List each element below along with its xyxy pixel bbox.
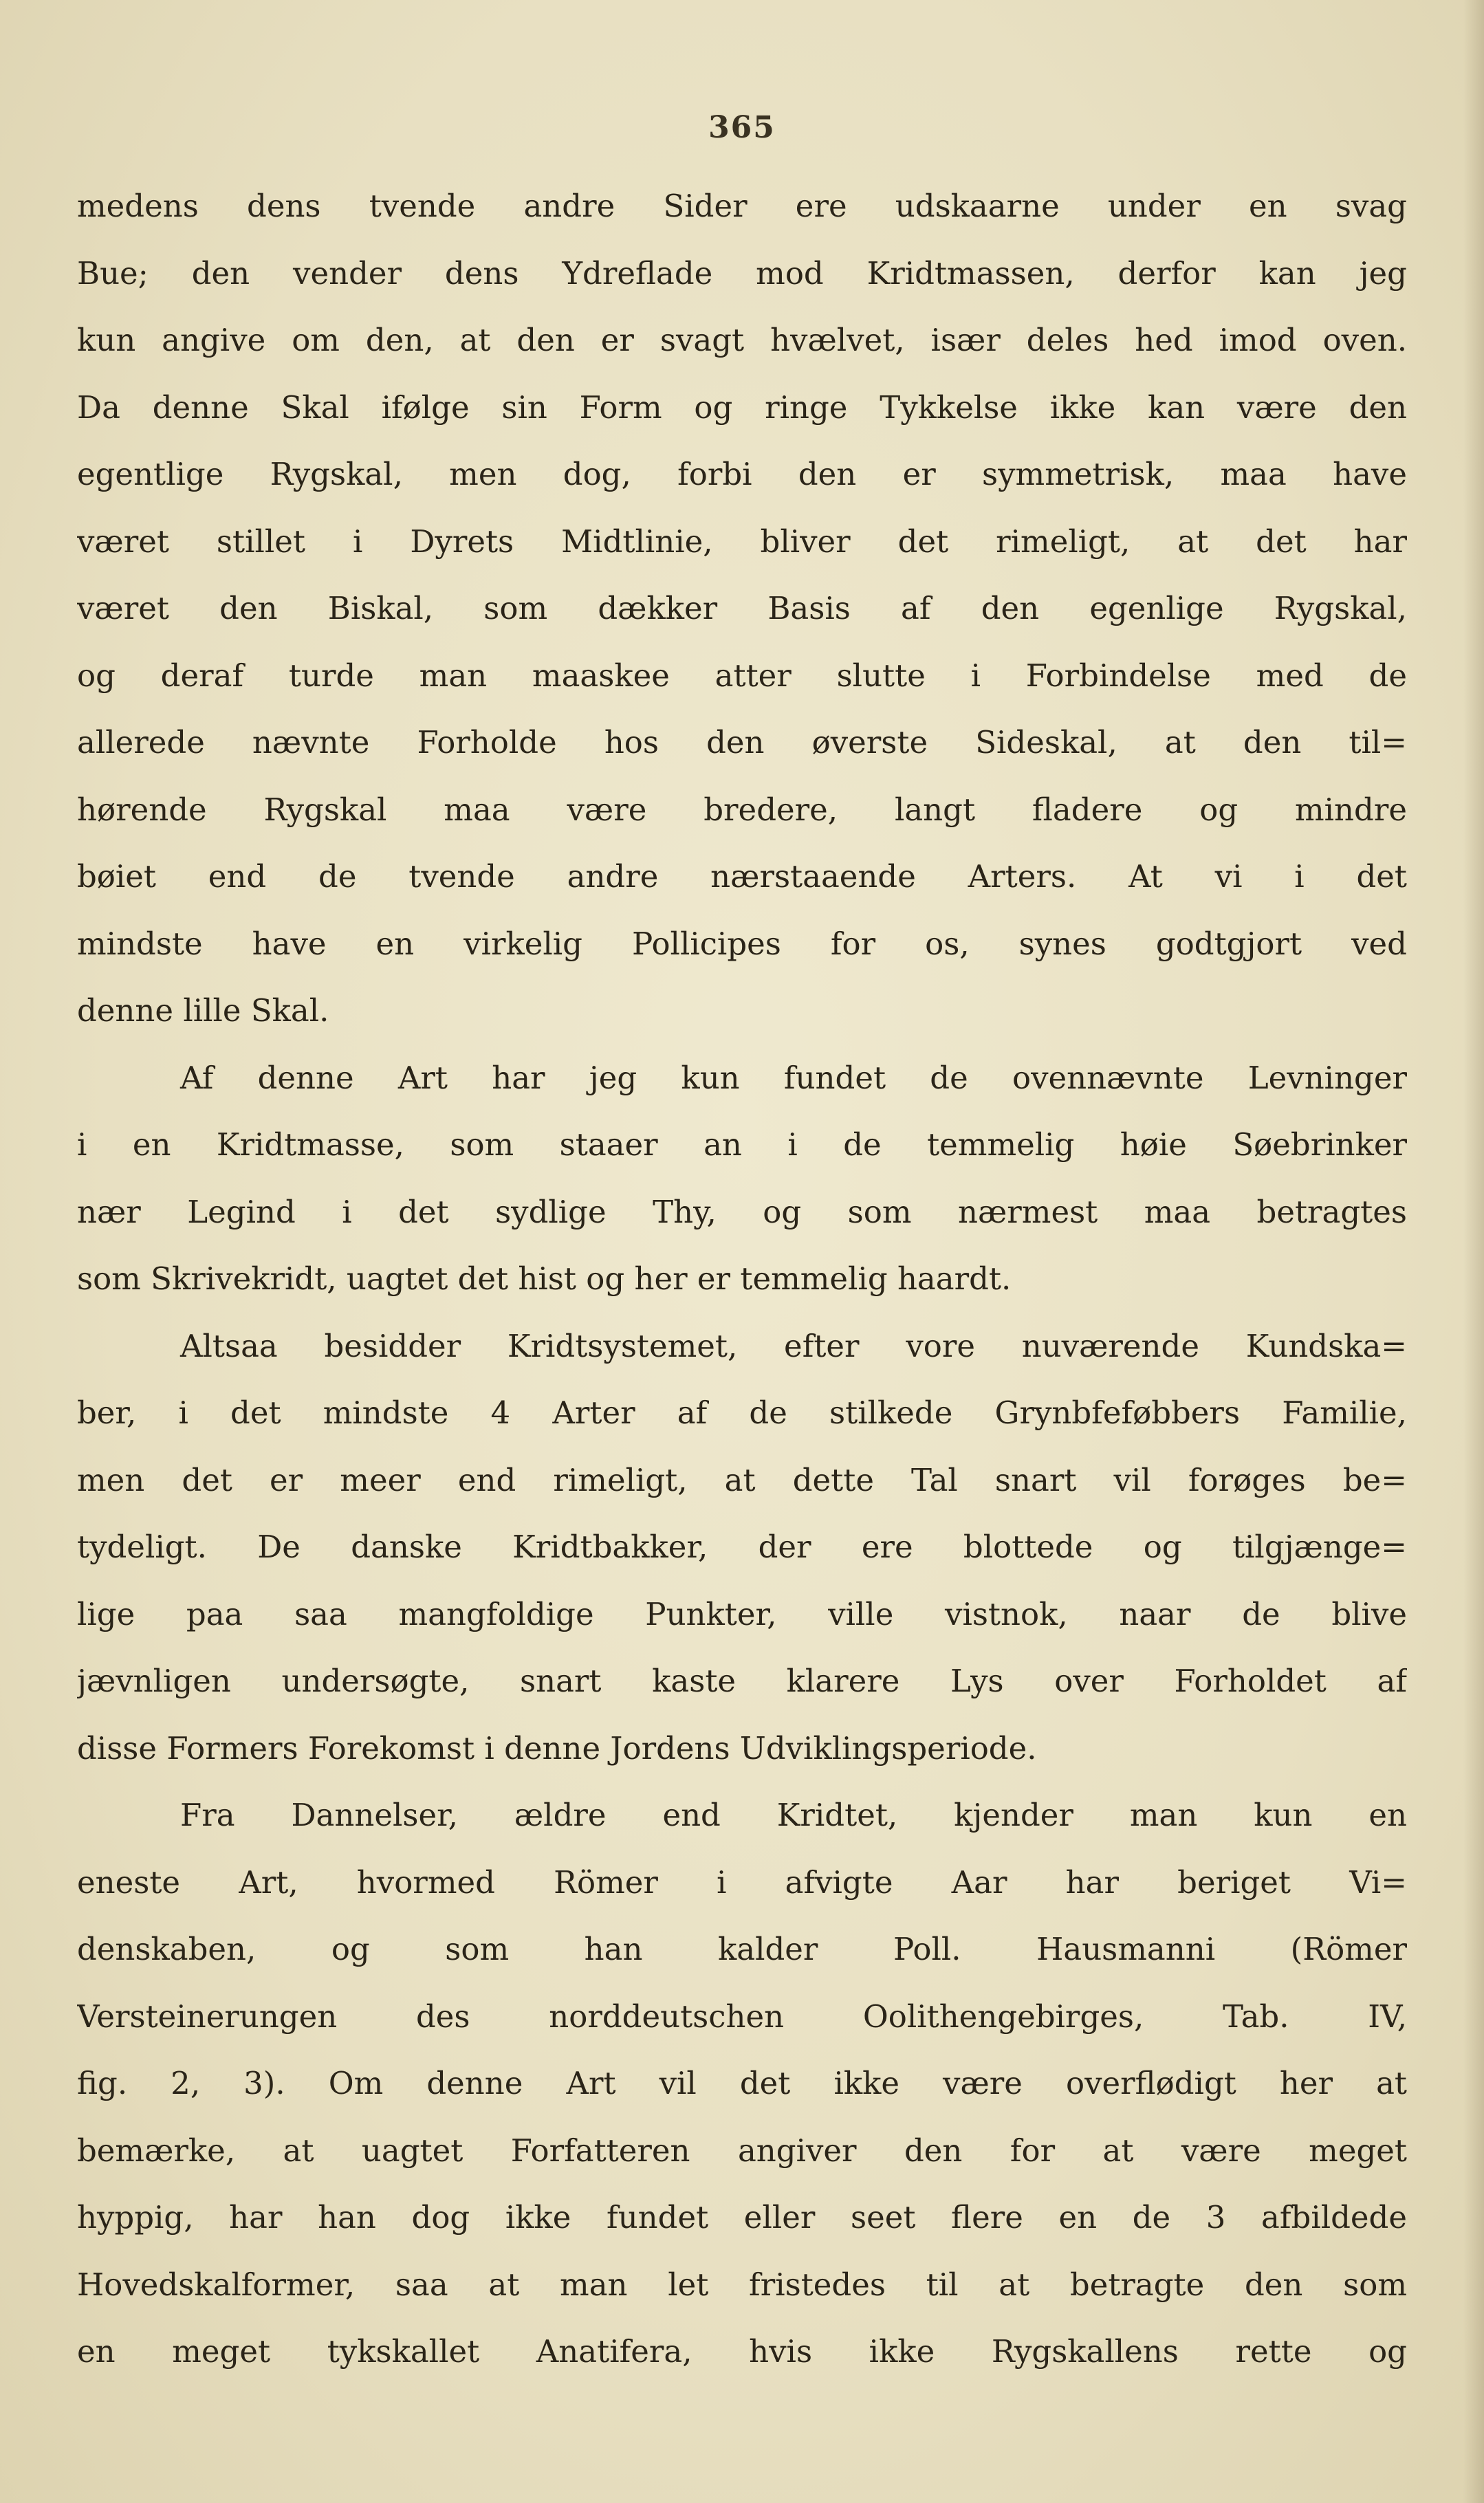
text-line: men det er meer end rimeligt, at dette Tal snart vil forøges be= bbox=[77, 1461, 1407, 1498]
text-line: og deraf turde man maaskee atter slutte i Forbindelse med de bbox=[77, 657, 1407, 694]
text-line: Hovedskalformer, saa at man let fristedes til at betragte den som bbox=[77, 2266, 1407, 2303]
text-line: Fra Dannelser, ældre end Kridtet, kjender man kun en bbox=[180, 1797, 1407, 1833]
text-line: kun angive om den, at den er svagt hvælvet, især deles hed imod oven. bbox=[77, 322, 1407, 358]
text-line: allerede nævnte Forholde hos den øverste Sideskal, at den til= bbox=[77, 724, 1407, 761]
text-line: bøiet end de tvende andre nærstaaende Arters. At vi i det bbox=[77, 858, 1407, 895]
text-line: hørende Rygskal maa være bredere, langt fladere og mindre bbox=[77, 791, 1407, 828]
text-line: medens dens tvende andre Sider ere udskaarne under en svag bbox=[77, 188, 1407, 224]
text-line: denskaben, og som han kalder Poll. Hausmanni (Römer bbox=[77, 1931, 1407, 1967]
text-line: eneste Art, hvormed Römer i afvigte Aar har beriget Vi= bbox=[77, 1863, 1407, 1901]
text-line: denne lille Skal. bbox=[77, 992, 329, 1029]
text-line: Da denne Skal ifølge sin Form og ringe Tykkelse ikke kan være den bbox=[77, 389, 1407, 426]
text-line: nær Legind i det sydlige Thy, og som nærmest maa betragtes bbox=[77, 1193, 1407, 1230]
text-line: været den Biskal, som dækker Basis af den egenlige Rygskal, bbox=[77, 590, 1407, 626]
body-text bbox=[77, 173, 1407, 2385]
text-line: Versteinerungen des norddeutschen Oolithengebirges, Tab. IV, bbox=[77, 1998, 1407, 2035]
text-line: egentlige Rygskal, men dog, forbi den er symmetrisk, maa have bbox=[77, 456, 1407, 492]
text-line: jævnligen undersøgte, snart kaste klarere Lys over Forholdet af bbox=[77, 1663, 1407, 1699]
text-line: bemærke, at uagtet Forfatteren angiver den for at være meget bbox=[77, 2132, 1407, 2169]
text-line: lige paa saa mangfoldige Punkter, ville vistnok, naar de blive bbox=[77, 1595, 1407, 1632]
text-line: hyppig, har han dog ikke fundet eller seet flere en de 3 afbildede bbox=[77, 2199, 1407, 2236]
text-line: været stillet i Dyrets Midtlinie, bliver det rimeligt, at det har bbox=[77, 523, 1407, 560]
text-line: tydeligt. De danske Kridtbakker, der ere blottede og tilgjænge= bbox=[77, 1529, 1407, 1565]
text-line: fig. 2, 3). Om denne Art vil det ikke være overflødigt her at bbox=[77, 2065, 1407, 2101]
text-line: mindste have en virkelig Pollicipes for os, synes godtgjort ved bbox=[77, 925, 1407, 962]
text-line: en meget tykskallet Anatifera, hvis ikke Rygskallens rette og bbox=[77, 2333, 1407, 2370]
text-line: ber, i det mindste 4 Arter af de stilkede Grynbfeføbbers Familie, bbox=[77, 1395, 1407, 1431]
text-line: Bue; den vender dens Ydreflade mod Kridtmassen, derfor kan jeg bbox=[77, 254, 1407, 292]
text-line: Af denne Art har jeg kun fundet de ovennævnte Levninger bbox=[180, 1059, 1407, 1096]
page-number: 365 bbox=[708, 110, 776, 145]
page-edge-shadow bbox=[1463, 0, 1484, 2503]
text-line: som Skrivekridt, uagtet det hist og her er temmelig haardt. bbox=[77, 1260, 1012, 1297]
text-line: i en Kridtmasse, som staaer an i de temmelig høie Søebrinker bbox=[77, 1126, 1407, 1163]
text-line: disse Formers Forekomst i denne Jordens Udviklingsperiode. bbox=[77, 1729, 1037, 1767]
text-line: Altsaa besidder Kridtsystemet, efter vore nuværende Kundska= bbox=[180, 1327, 1407, 1364]
